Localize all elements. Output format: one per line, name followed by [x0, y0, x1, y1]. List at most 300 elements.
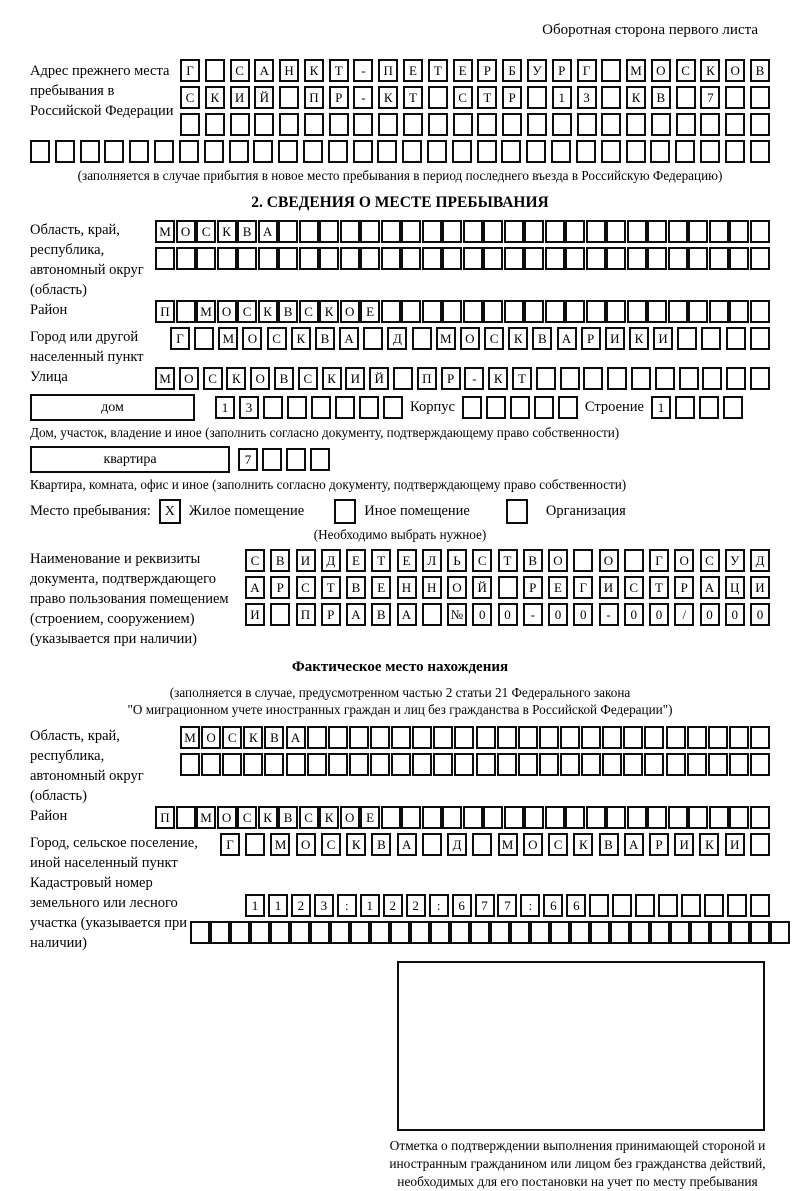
char-cell — [655, 367, 675, 390]
char-cell: Г — [180, 59, 200, 82]
char-cell — [534, 396, 554, 419]
char-cell — [524, 247, 544, 270]
char-cell: С — [548, 833, 568, 856]
char-cell — [264, 753, 284, 776]
char-cell — [601, 59, 621, 82]
char-cell — [647, 300, 667, 323]
char-cell — [668, 300, 688, 323]
char-cell — [750, 367, 770, 390]
char-cell — [631, 367, 651, 390]
char-cell — [253, 140, 273, 163]
char-cell — [463, 247, 483, 270]
residence-option-3-label: Организация — [545, 503, 626, 519]
doc-block — [30, 549, 770, 649]
char-cell — [217, 247, 237, 270]
char-cell — [180, 753, 200, 776]
char-cell — [708, 753, 728, 776]
char-cell — [666, 726, 686, 749]
char-cell: М — [196, 300, 216, 323]
char-cell — [670, 921, 690, 944]
raion-block — [30, 300, 770, 327]
char-cell: К — [291, 327, 311, 350]
char-cell — [196, 247, 216, 270]
char-cell — [524, 806, 544, 829]
fact-raion-label: Район — [30, 808, 68, 824]
char-cell: А — [557, 327, 577, 350]
char-cell — [390, 921, 410, 944]
char-cell — [303, 140, 323, 163]
char-cell: К — [258, 806, 278, 829]
char-cell: 1 — [651, 396, 671, 419]
char-cell — [477, 113, 497, 136]
char-cell: А — [397, 603, 417, 626]
fact-note-line2: "О миграционном учете иностранных граждан и лиц без гражданства в Российской Федерации") — [127, 702, 673, 717]
char-cell — [329, 113, 349, 136]
char-cell: Е — [371, 576, 391, 599]
char-cell — [750, 806, 770, 829]
section2-title: 2. СВЕДЕНИЯ О МЕСТЕ ПРЕБЫВАНИЯ — [251, 194, 549, 211]
char-cell: С — [453, 86, 473, 109]
char-cell — [270, 921, 290, 944]
char-cell — [328, 753, 348, 776]
stroenie-label: Строение — [584, 399, 644, 415]
char-cell — [750, 327, 770, 350]
char-cell — [412, 753, 432, 776]
char-cell — [370, 726, 390, 749]
char-cell — [278, 140, 298, 163]
char-cell — [319, 220, 339, 243]
char-cell: 3 — [314, 894, 334, 917]
char-cell — [104, 140, 124, 163]
char-cell: Е — [397, 549, 417, 572]
char-cell: В — [371, 603, 391, 626]
prev-address-row-4 — [30, 140, 770, 163]
char-cell — [688, 300, 708, 323]
char-cell — [401, 247, 421, 270]
char-cell — [383, 396, 403, 419]
char-cell — [627, 300, 647, 323]
char-cell — [560, 367, 580, 390]
char-cell: Р — [441, 367, 461, 390]
char-cell — [545, 806, 565, 829]
char-cell: В — [315, 327, 335, 350]
doc-row-2 — [245, 576, 770, 599]
char-cell: А — [245, 576, 265, 599]
char-cell — [589, 894, 609, 917]
prev-address-row-2 — [180, 86, 770, 109]
char-cell: К — [319, 806, 339, 829]
char-cell — [526, 140, 546, 163]
char-cell — [129, 140, 149, 163]
char-cell — [391, 726, 411, 749]
char-cell — [627, 806, 647, 829]
char-cell — [401, 220, 421, 243]
char-cell — [310, 448, 330, 471]
char-cell — [545, 247, 565, 270]
char-cell — [262, 448, 282, 471]
char-cell: И — [599, 576, 619, 599]
char-cell — [353, 113, 373, 136]
char-cell: Р — [270, 576, 290, 599]
char-cell: 0 — [548, 603, 568, 626]
char-cell: К — [258, 300, 278, 323]
char-cell: Т — [498, 549, 518, 572]
char-cell — [278, 220, 298, 243]
char-cell: Д — [321, 549, 341, 572]
char-cell: С — [237, 806, 257, 829]
oblast-block — [30, 220, 770, 300]
fact-raion-row — [155, 806, 770, 829]
char-cell: 6 — [452, 894, 472, 917]
char-cell: Р — [674, 576, 694, 599]
char-cell: И — [245, 603, 265, 626]
char-cell — [154, 140, 174, 163]
char-cell — [729, 753, 749, 776]
char-cell: В — [532, 327, 552, 350]
char-cell — [581, 753, 601, 776]
stamp-caption: Отметка о подтверждении выполнения принимающей стороной и иностранным гражданином или лицом без гражданства действий, необходимых для его постановки на учет по месту пребывания — [389, 1138, 766, 1189]
char-cell: О — [296, 833, 316, 856]
char-cell — [565, 220, 585, 243]
char-cell — [504, 247, 524, 270]
char-cell — [180, 113, 200, 136]
char-cell — [576, 140, 596, 163]
doc-row-1 — [245, 549, 770, 572]
char-cell — [377, 140, 397, 163]
char-cell — [676, 86, 696, 109]
char-cell — [486, 396, 506, 419]
char-cell — [205, 59, 225, 82]
char-cell — [263, 396, 283, 419]
char-cell — [381, 806, 401, 829]
char-cell — [699, 396, 719, 419]
char-cell — [245, 833, 265, 856]
oblast-label: Область, край, республика, автономный округ (область) — [30, 222, 144, 298]
char-cell: 1 — [360, 894, 380, 917]
char-cell: О — [201, 726, 221, 749]
char-cell — [700, 140, 720, 163]
char-cell: У — [527, 59, 547, 82]
char-cell — [690, 921, 710, 944]
char-cell — [230, 113, 250, 136]
char-cell: К — [626, 86, 646, 109]
char-cell: О — [523, 833, 543, 856]
residence-option-1-checkbox: X — [159, 499, 181, 524]
char-cell — [299, 247, 319, 270]
char-cell — [727, 894, 747, 917]
char-cell: Й — [254, 86, 274, 109]
char-cell — [472, 833, 492, 856]
char-cell: Е — [346, 549, 366, 572]
char-cell — [565, 806, 585, 829]
char-cell — [666, 753, 686, 776]
char-cell — [254, 113, 274, 136]
char-cell: К — [243, 726, 263, 749]
char-cell: К — [304, 59, 324, 82]
char-cell — [422, 806, 442, 829]
char-cell — [30, 140, 50, 163]
char-cell — [560, 753, 580, 776]
char-cell — [750, 726, 770, 749]
char-cell: В — [274, 367, 294, 390]
char-cell — [483, 300, 503, 323]
char-cell: В — [523, 549, 543, 572]
char-cell — [504, 806, 524, 829]
char-cell — [644, 753, 664, 776]
char-cell — [730, 921, 750, 944]
char-cell — [497, 726, 517, 749]
char-cell — [462, 396, 482, 419]
char-cell — [644, 726, 664, 749]
fact-gorod-block — [30, 833, 770, 873]
char-cell — [627, 247, 647, 270]
kadastr-row-2 — [190, 921, 770, 944]
char-cell: С — [676, 59, 696, 82]
char-cell: Р — [321, 603, 341, 626]
char-cell — [176, 300, 196, 323]
char-cell — [422, 300, 442, 323]
char-cell — [770, 921, 790, 944]
residence-note: (Необходимо выбрать нужное) — [313, 527, 487, 542]
char-cell: В — [599, 833, 619, 856]
char-cell — [709, 247, 729, 270]
char-cell: Т — [428, 59, 448, 82]
char-cell: К — [322, 367, 342, 390]
raion-label: Район — [30, 302, 68, 318]
char-cell — [360, 220, 380, 243]
char-cell — [623, 753, 643, 776]
char-cell: Т — [321, 576, 341, 599]
char-cell — [606, 300, 626, 323]
char-cell: О — [340, 300, 360, 323]
char-cell: Р — [649, 833, 669, 856]
char-cell: Т — [512, 367, 532, 390]
oblast-row-2 — [155, 247, 770, 270]
char-cell: 2 — [291, 894, 311, 917]
char-cell: Р — [477, 59, 497, 82]
char-cell: О — [250, 367, 270, 390]
char-cell — [539, 753, 559, 776]
char-cell — [502, 113, 522, 136]
char-cell — [624, 549, 644, 572]
char-cell — [601, 113, 621, 136]
char-cell — [319, 247, 339, 270]
char-cell — [205, 113, 225, 136]
char-cell: А — [286, 726, 306, 749]
char-cell — [340, 220, 360, 243]
char-cell: А — [254, 59, 274, 82]
prev-address-row-1 — [180, 59, 770, 82]
char-cell — [545, 300, 565, 323]
char-cell: О — [217, 806, 237, 829]
char-cell — [363, 327, 383, 350]
char-cell: К — [346, 833, 366, 856]
dom-row — [30, 394, 770, 421]
char-cell — [651, 113, 671, 136]
char-cell: Т — [403, 86, 423, 109]
char-cell — [606, 220, 626, 243]
gorod-row — [170, 327, 770, 350]
char-cell — [729, 300, 749, 323]
char-cell — [311, 396, 331, 419]
char-cell — [430, 921, 450, 944]
char-cell: / — [674, 603, 694, 626]
char-cell: 0 — [573, 603, 593, 626]
char-cell — [393, 367, 413, 390]
char-cell — [410, 921, 430, 944]
char-cell — [729, 806, 749, 829]
kvartira-label-box: квартира — [30, 446, 230, 473]
char-cell — [551, 140, 571, 163]
char-cell — [627, 220, 647, 243]
char-cell — [463, 300, 483, 323]
char-cell — [412, 726, 432, 749]
char-cell: - — [599, 603, 619, 626]
char-cell: К — [700, 59, 720, 82]
char-cell: Р — [502, 86, 522, 109]
char-cell — [287, 396, 307, 419]
char-cell — [626, 113, 646, 136]
char-cell — [450, 921, 470, 944]
char-cell: М — [270, 833, 290, 856]
char-cell: К — [319, 300, 339, 323]
char-cell: С — [222, 726, 242, 749]
fact-oblast-label: Область, край, республика, автономный округ (область) — [30, 728, 144, 804]
char-cell — [401, 300, 421, 323]
char-cell — [518, 726, 538, 749]
char-cell — [687, 753, 707, 776]
char-cell: Т — [371, 549, 391, 572]
char-cell — [676, 113, 696, 136]
char-cell — [201, 753, 221, 776]
raion-row — [155, 300, 770, 323]
char-cell — [675, 396, 695, 419]
char-cell: Р — [523, 576, 543, 599]
char-cell — [650, 921, 670, 944]
char-cell — [391, 753, 411, 776]
char-cell: Е — [360, 806, 380, 829]
char-cell: Р — [581, 327, 601, 350]
char-cell — [442, 247, 462, 270]
gorod-block — [30, 327, 770, 367]
char-cell — [635, 894, 655, 917]
char-cell — [359, 396, 379, 419]
char-cell: Г — [170, 327, 190, 350]
char-cell — [581, 726, 601, 749]
char-cell: О — [217, 300, 237, 323]
char-cell — [279, 86, 299, 109]
dom-cells — [215, 396, 403, 419]
char-cell — [729, 220, 749, 243]
char-cell — [422, 247, 442, 270]
char-cell — [590, 921, 610, 944]
prev-address-note: (заполняется в случае прибытия в новое место пребывания в период последнего въезда в Российскую Федерацию) — [77, 168, 723, 183]
char-cell — [179, 140, 199, 163]
char-cell — [304, 113, 324, 136]
char-cell: И — [230, 86, 250, 109]
char-cell — [565, 300, 585, 323]
char-cell — [647, 806, 667, 829]
char-cell: О — [447, 576, 467, 599]
char-cell — [610, 921, 630, 944]
char-cell — [452, 140, 472, 163]
char-cell — [299, 220, 319, 243]
char-cell: 2 — [406, 894, 426, 917]
ulitsa-label: Улица — [30, 369, 68, 385]
char-cell — [194, 327, 214, 350]
char-cell: К — [699, 833, 719, 856]
char-cell — [403, 113, 423, 136]
char-cell — [270, 603, 290, 626]
kadastr-block — [30, 873, 770, 953]
char-cell — [501, 140, 521, 163]
char-cell: О — [179, 367, 199, 390]
char-cell — [453, 113, 473, 136]
char-cell — [586, 220, 606, 243]
char-cell — [483, 220, 503, 243]
char-cell — [427, 140, 447, 163]
char-cell — [433, 726, 453, 749]
char-cell — [330, 921, 350, 944]
char-cell — [675, 140, 695, 163]
dom-note: Дом, участок, владение и иное (заполнить согласно документу, подтверждающему право собственности) — [30, 425, 620, 440]
char-cell — [510, 921, 530, 944]
kvartira-cells — [238, 448, 330, 471]
kvartira-note: Квартира, комната, офис и иное (заполнить согласно документу, подтверждающему право собственности) — [30, 477, 627, 492]
char-cell — [483, 806, 503, 829]
char-cell: Г — [220, 833, 240, 856]
char-cell — [229, 140, 249, 163]
char-cell — [725, 140, 745, 163]
char-cell: 7 — [700, 86, 720, 109]
prev-address-label: Адрес прежнего места пребывания в Российской Федерации — [30, 63, 174, 119]
char-cell: И — [674, 833, 694, 856]
char-cell — [700, 113, 720, 136]
char-cell: Д — [387, 327, 407, 350]
char-cell: В — [750, 59, 770, 82]
residence-row — [30, 499, 770, 524]
char-cell — [222, 753, 242, 776]
char-cell — [729, 247, 749, 270]
char-cell — [310, 921, 330, 944]
char-cell — [483, 247, 503, 270]
char-cell — [490, 921, 510, 944]
korpus-cells — [462, 396, 578, 419]
char-cell — [470, 921, 490, 944]
stamp-box — [397, 961, 765, 1131]
char-cell — [668, 806, 688, 829]
char-cell — [230, 921, 250, 944]
char-cell: А — [624, 833, 644, 856]
char-cell — [607, 367, 627, 390]
char-cell: И — [653, 327, 673, 350]
char-cell: С — [230, 59, 250, 82]
char-cell: 1 — [268, 894, 288, 917]
char-cell — [688, 247, 708, 270]
char-cell — [243, 753, 263, 776]
fact-oblast-block — [30, 726, 770, 806]
stamp-area — [385, 961, 770, 1191]
char-cell: П — [304, 86, 324, 109]
char-cell — [709, 220, 729, 243]
char-cell: Д — [447, 833, 467, 856]
char-cell: У — [725, 549, 745, 572]
char-cell: И — [750, 576, 770, 599]
char-cell: 0 — [624, 603, 644, 626]
char-cell — [723, 396, 743, 419]
char-cell — [498, 576, 518, 599]
char-cell — [647, 220, 667, 243]
